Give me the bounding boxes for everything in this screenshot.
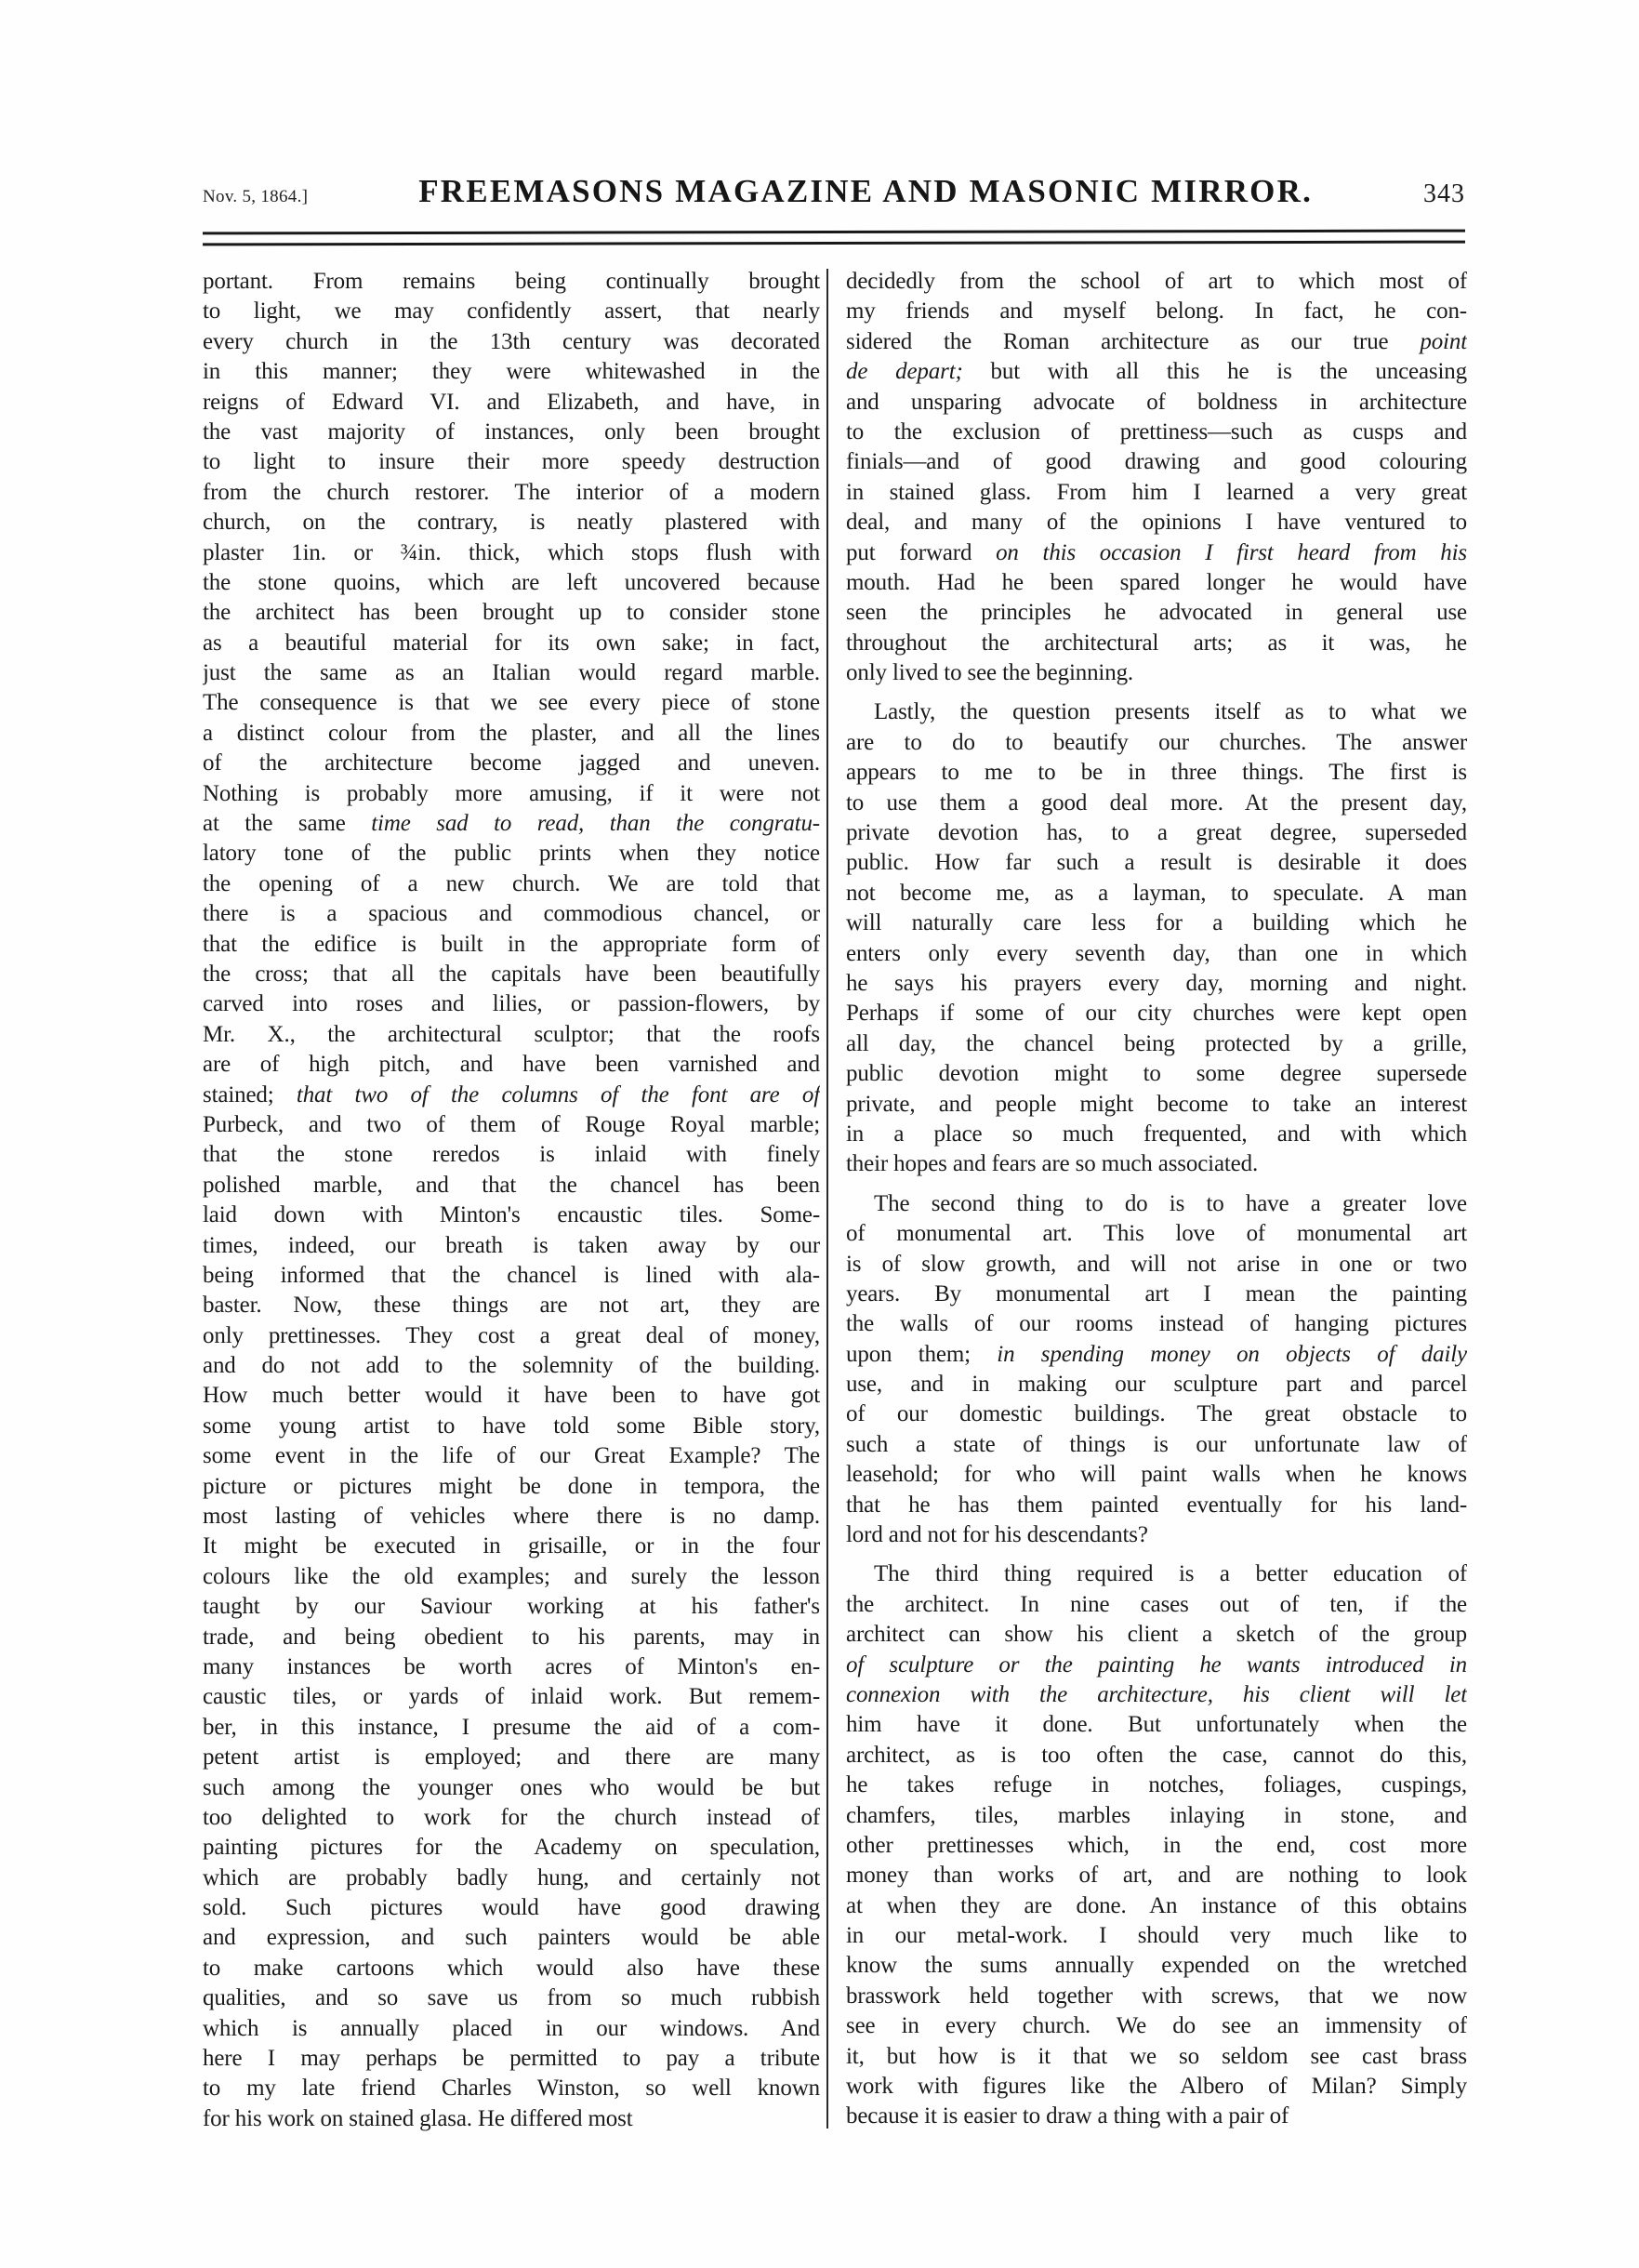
text-line: Purbeck, and two of them of Rouge Royal marble;: [203, 1111, 820, 1137]
text-line: the cross; that all the capitals have been beautifully: [203, 961, 820, 987]
text-line: at the same time sad to read, than the congratu-: [203, 811, 820, 837]
paragraph: [846, 697, 1467, 1179]
text-line: leasehold; for who will paint walls when he knows: [846, 1462, 1467, 1488]
text-line: private devotion has, to a great degree, superseded: [846, 820, 1467, 846]
text-line: such among the younger ones who would be but: [203, 1774, 820, 1800]
text-line: deal, and many of the opinions I have ventured to: [846, 510, 1467, 536]
text-line: only lived to see the beginning.: [846, 660, 1134, 686]
text-line: It might be executed in grisaille, or in the four: [203, 1533, 820, 1559]
text-line: The consequence is that we see every piece of stone: [203, 690, 820, 716]
text-line: to make cartoons which would also have these: [203, 1955, 820, 1981]
text-line: years. By monumental art I mean the painting: [846, 1280, 1467, 1306]
text-line: a distinct colour from the plaster, and all the lines: [203, 720, 820, 746]
text-line: of the architecture become jagged and uneven.: [203, 750, 820, 776]
text-line: which is annually placed in our windows. And: [203, 2015, 820, 2041]
issue-date: Nov. 5, 1864.]: [203, 187, 309, 206]
text-line: he takes refuge in notches, foliages, cuspings,: [846, 1772, 1467, 1798]
text-line: their hopes and fears are so much associated.: [846, 1151, 1259, 1177]
text-line: appears to me to be in three things. The first is: [846, 760, 1467, 786]
text-line: ber, in this instance, I presume the aid of a com-: [203, 1714, 820, 1740]
text-line: of monumental art. This love of monumental art: [846, 1221, 1467, 1247]
text-line: in this manner; they were whitewashed in the: [203, 359, 820, 385]
text-line: the architect. In nine cases out of ten, if the: [846, 1591, 1467, 1617]
text-line: reigns of Edward VI. and Elizabeth, and have, in: [203, 389, 820, 415]
text-line: Lastly, the question presents itself as to what we: [874, 699, 1467, 725]
text-line: most lasting of vehicles where there is no damp.: [203, 1504, 820, 1530]
text-line: as a beautiful material for its own sake; in fact,: [203, 630, 820, 656]
text-line: not become me, as a layman, to speculate. A man: [846, 880, 1467, 906]
text-line: other prettinesses which, in the end, cost more: [846, 1832, 1467, 1858]
text-line: here I may perhaps be permitted to pay a tribute: [203, 2046, 820, 2072]
text-line: to use them a good deal more. At the present day,: [846, 789, 1467, 816]
text-line: finials—and of good drawing and good colouring: [846, 449, 1467, 475]
text-line: public. How far such a result is desirable it does: [846, 850, 1467, 876]
text-line: private, and people might become to take an interest: [846, 1091, 1467, 1117]
text-line: baster. Now, these things are not art, they are: [203, 1293, 820, 1319]
text-line: times, indeed, our breath is taken away by our: [203, 1232, 820, 1258]
text-line: to light to insure their more speedy destruction: [203, 449, 820, 475]
text-line: money than works of art, and are nothing to look: [846, 1863, 1467, 1889]
text-line: and expression, and such painters would be able: [203, 1925, 820, 1951]
article-columns: [203, 267, 1467, 2134]
text-line: Nothing is probably more amusing, if it were not: [203, 780, 820, 806]
text-line: architect, as is too often the case, cannot do this,: [846, 1742, 1467, 1768]
text-line: carved into roses and lilies, or passion-flowers, by: [203, 991, 820, 1017]
text-line: some young artist to have told some Bible story,: [203, 1413, 820, 1439]
page-number: 343: [1423, 179, 1465, 208]
text-line: in a place so much frequented, and with which: [846, 1121, 1467, 1147]
rule-line-bottom: [203, 241, 1465, 246]
text-line: him have it done. But unfortunately when the: [846, 1712, 1467, 1738]
text-line: de depart; but with all this he is the unceasing: [846, 359, 1467, 385]
text-line: for his work on stained glasa. He differed most: [203, 2105, 633, 2131]
text-line: taught by our Saviour working at his father's: [203, 1594, 820, 1620]
column-left: [203, 267, 820, 2134]
text-line: sidered the Roman architecture as our true point: [846, 328, 1467, 354]
text-line: are to do to beautify our churches. The answer: [846, 729, 1467, 755]
text-line: to the exclusion of prettiness—such as cusps and: [846, 418, 1467, 444]
paragraph: [846, 1559, 1467, 2131]
text-line: put forward on this occasion I first heard from his: [846, 539, 1467, 565]
text-line: too delighted to work for the church instead of: [203, 1804, 820, 1830]
text-line: of sculpture or the painting he wants introduced in: [846, 1651, 1467, 1678]
text-line: work with figures like the Albero of Milan? Simply: [846, 2074, 1467, 2100]
page-title: FREEMASONS MAGAZINE AND MASONIC MIRROR.: [418, 173, 1314, 209]
text-line: use, and in making our sculpture part and parcel: [846, 1372, 1467, 1398]
text-line: which are probably badly hung, and certainly not: [203, 1864, 820, 1890]
text-line: the vast majority of instances, only been brought: [203, 418, 820, 444]
text-line: seen the principles he advocated in general use: [846, 600, 1467, 626]
text-line: see in every church. We do see an immensity of: [846, 2013, 1467, 2039]
text-line: mouth. Had he been spared longer he would have: [846, 569, 1467, 595]
text-line: in stained glass. From him I learned a very great: [846, 479, 1467, 505]
text-line: laid down with Minton's encaustic tiles. Some-: [203, 1202, 820, 1228]
text-line: sold. Such pictures would have good drawing: [203, 1895, 820, 1921]
text-line: there is a spacious and commodious chancel, or: [203, 901, 820, 927]
text-line: caustic tiles, or yards of inlaid work. But remem-: [203, 1684, 820, 1710]
text-line: being informed that the chancel is lined with ala-: [203, 1262, 820, 1288]
paragraph: [846, 1189, 1467, 1551]
text-line: upon them; in spending money on objects of daily: [846, 1341, 1467, 1367]
text-line: it, but how is it that we so seldom see cast brass: [846, 2043, 1467, 2069]
text-line: portant. From remains being continually brought: [203, 269, 820, 294]
text-line: and unsparing advocate of boldness in architecture: [846, 389, 1467, 415]
text-line: decidedly from the school of art to which most of: [846, 269, 1467, 294]
text-line: stained; that two of the columns of the font are of: [203, 1081, 820, 1107]
text-line: How much better would it have been to have got: [203, 1383, 820, 1409]
text-line: that he has them painted eventually for his land-: [846, 1492, 1467, 1518]
column-divider: [826, 269, 828, 2129]
text-line: that the stone reredos is inlaid with finely: [203, 1142, 820, 1168]
text-line: will naturally care less for a building which he: [846, 910, 1467, 936]
text-line: of our domestic buildings. The great obstacle to: [846, 1401, 1467, 1427]
text-line: The third thing required is a better education of: [874, 1561, 1467, 1587]
text-line: that the edifice is built in the appropriate form of: [203, 931, 820, 957]
paragraph: [203, 267, 820, 2134]
text-line: trade, and being obedient to his parents, may in: [203, 1624, 820, 1650]
text-line: many instances be worth acres of Minton's en-: [203, 1653, 820, 1679]
text-line: because it is easier to draw a thing with a pair of: [846, 2103, 1289, 2129]
text-line: architect can show his client a sketch of the group: [846, 1622, 1467, 1648]
text-line: are of high pitch, and have been varnished and: [203, 1052, 820, 1078]
text-line: to my late friend Charles Winston, so well known: [203, 2076, 820, 2102]
text-line: brasswork held together with screws, that we now: [846, 1983, 1467, 2009]
column-right: [846, 267, 1467, 2134]
text-line: enters only every seventh day, than one in which: [846, 940, 1467, 966]
text-line: lord and not for his descendants?: [846, 1522, 1148, 1548]
text-line: picture or pictures might be done in tempora, the: [203, 1473, 820, 1499]
text-line: church, on the contrary, is neatly plastered with: [203, 510, 820, 536]
text-line: The second thing to do is to have a greater love: [874, 1190, 1467, 1216]
text-line: to light, we may confidently assert, that nearly: [203, 298, 820, 325]
text-line: polished marble, and that the chancel has been: [203, 1172, 820, 1198]
rule-line-top: [203, 230, 1465, 235]
text-line: is of slow growth, and will not arise in one or two: [846, 1251, 1467, 1277]
text-line: petent artist is employed; and there are many: [203, 1744, 820, 1771]
paragraph: [846, 267, 1467, 688]
text-line: throughout the architectural arts; as it was, he: [846, 630, 1467, 656]
text-line: painting pictures for the Academy on speculation,: [203, 1835, 820, 1861]
text-line: from the church restorer. The interior of a modern: [203, 479, 820, 505]
text-line: the walls of our rooms instead of hanging pictures: [846, 1311, 1467, 1337]
text-line: he says his prayers every day, morning and night.: [846, 970, 1467, 996]
text-line: chamfers, tiles, marbles inlaying in stone, and: [846, 1802, 1467, 1828]
text-line: every church in the 13th century was decorated: [203, 328, 820, 354]
text-line: the architect has been brought up to consider stone: [203, 600, 820, 626]
text-line: all day, the chancel being protected by a grille,: [846, 1030, 1467, 1056]
text-line: the opening of a new church. We are told that: [203, 870, 820, 896]
text-line: at when they are done. An instance of this obtains: [846, 1892, 1467, 1918]
text-line: the stone quoins, which are left uncovered because: [203, 569, 820, 595]
text-line: qualities, and so save us from so much rubbish: [203, 1985, 820, 2011]
text-line: such a state of things is our unfortunate law of: [846, 1431, 1467, 1457]
text-line: public devotion might to some degree supersede: [846, 1061, 1467, 1087]
text-line: just the same as an Italian would regard marble.: [203, 660, 820, 686]
text-line: connexion with the architecture, his client will let: [846, 1681, 1467, 1707]
text-line: my friends and myself belong. In fact, he con-: [846, 298, 1467, 325]
text-line: Perhaps if some of our city churches were kept open: [846, 1001, 1467, 1027]
header-double-rule: [203, 230, 1465, 246]
text-line: latory tone of the public prints when they notice: [203, 841, 820, 867]
text-line: in our metal-work. I should very much like to: [846, 1923, 1467, 1949]
text-line: know the sums annually expended on the wretched: [846, 1953, 1467, 1979]
text-line: and do not add to the solemnity of the building.: [203, 1353, 820, 1379]
text-line: plaster 1in. or ¾in. thick, which stops flush with: [203, 539, 820, 565]
text-line: some event in the life of our Great Example? The: [203, 1443, 820, 1469]
running-head: [203, 173, 1465, 210]
text-line: Mr. X., the architectural sculptor; that the roofs: [203, 1021, 820, 1047]
text-line: only prettinesses. They cost a great deal of money,: [203, 1322, 820, 1348]
text-line: colours like the old examples; and surely the lesson: [203, 1563, 820, 1589]
